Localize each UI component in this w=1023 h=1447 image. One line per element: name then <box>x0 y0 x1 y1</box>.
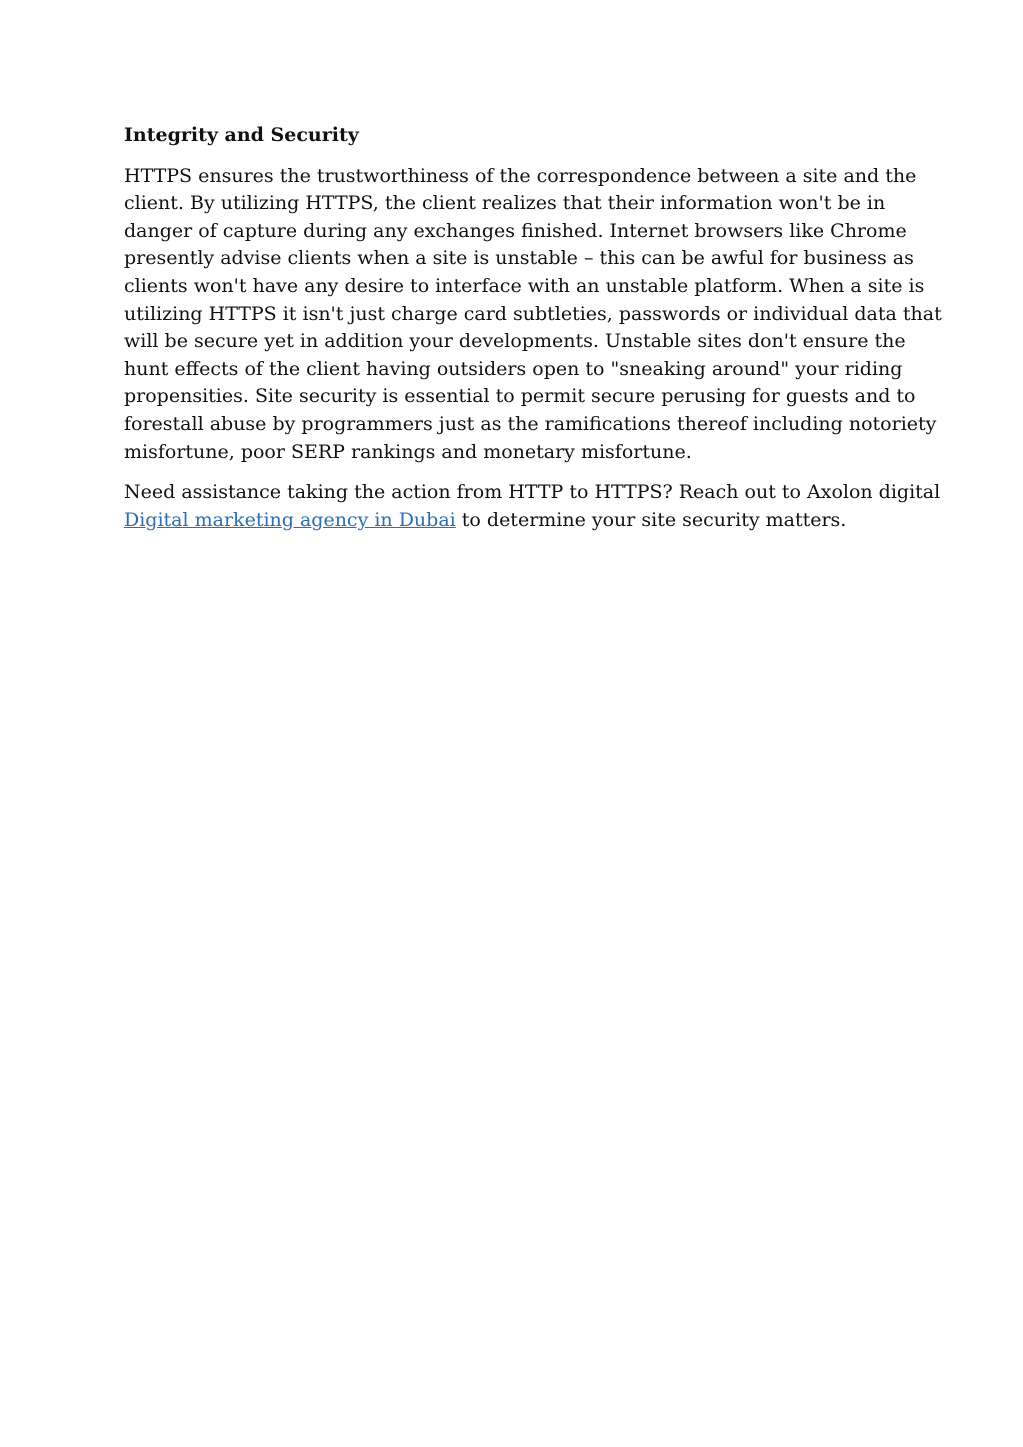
paragraph-1-line: utilizing HTTPS it isn't just charge card subtleties, passwords or individual data that <box>124 302 942 325</box>
paragraph-2 <box>124 479 941 534</box>
paragraph-1-line: propensities. Site security is essential to permit secure perusing for guests and to <box>124 385 916 408</box>
paragraph-1-line: hunt effects of the client having outsiders open to "sneaking around" your riding <box>124 357 903 380</box>
paragraph-2-line: Need assistance taking the action from HTTP to HTTPS? Reach out to Axolon digital <box>124 481 941 504</box>
agency-link[interactable]: Digital marketing agency in Dubai <box>124 508 456 531</box>
paragraph-2-tail: to determine your site security matters. <box>455 508 847 531</box>
document-body <box>124 122 942 547</box>
paragraph-1-line: presently advise clients when a site is unstable – this can be awful for business as <box>124 247 914 270</box>
paragraph-1-line: forestall abuse by programmers just as the ramifications thereof including notoriety <box>124 412 937 435</box>
paragraph-1-line: client. By utilizing HTTPS, the client realizes that their information won't be in <box>124 192 886 215</box>
paragraph-1-line: misfortune, poor SERP rankings and monetary misfortune. <box>124 440 692 463</box>
paragraph-1-line: will be secure yet in addition your developments. Unstable sites don't ensure the <box>124 330 906 353</box>
paragraph-1-line: danger of capture during any exchanges finished. Internet browsers like Chrome <box>124 219 907 242</box>
paragraph-1-line: HTTPS ensures the trustworthiness of the correspondence between a site and the <box>124 164 917 187</box>
paragraph-1-line: clients won't have any desire to interface with an unstable platform. When a site is <box>124 274 925 297</box>
paragraph-2-line-2 <box>124 507 904 535</box>
section-heading: Integrity and Security <box>124 124 359 146</box>
paragraph-1 <box>124 163 942 467</box>
